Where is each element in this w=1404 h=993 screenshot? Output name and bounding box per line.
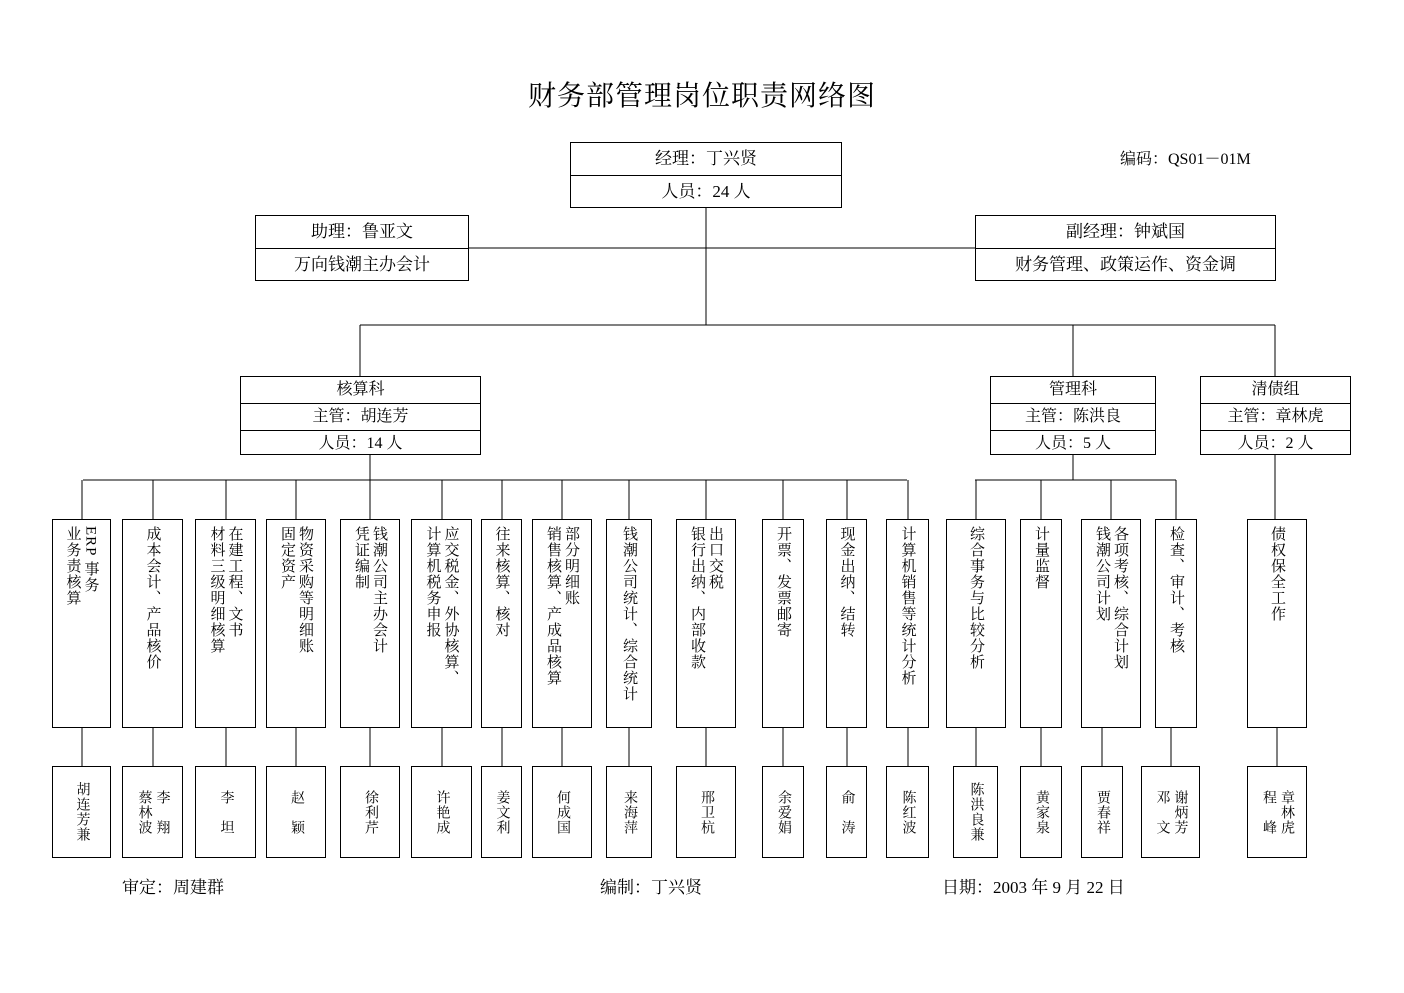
person-name: 许艳成	[434, 789, 450, 835]
person-name: 谢炳芳	[1172, 789, 1188, 835]
document-code: 编码：QS01－01M	[1120, 151, 1251, 168]
person-name: 余爱娟	[776, 789, 791, 835]
duty-box	[826, 519, 867, 728]
person-name: 陈洪良兼	[968, 782, 984, 842]
assistant-duty: 万向钱潮主办会计	[256, 248, 468, 281]
duty-box	[195, 519, 256, 728]
person-name: 何成国	[555, 789, 570, 835]
duty-text: 综合事务与比较分析	[968, 526, 984, 670]
person-box	[1081, 766, 1123, 858]
person-name: 蔡林波	[136, 789, 152, 835]
page-title: 财务部管理岗位职责网络图	[527, 79, 876, 112]
person-name: 赵 颖	[289, 789, 304, 835]
footer-reviewer: 审定：周建群	[122, 878, 224, 897]
deputy-box	[975, 215, 1276, 281]
duty-text: 钱潮公司计划	[1094, 526, 1110, 622]
duty-text: 应交税金、外协核算、	[442, 526, 459, 686]
deputy-duty: 财务管理、政策运作、资金调	[976, 248, 1275, 281]
person-name: 黄家泉	[1034, 789, 1049, 835]
person-box	[411, 766, 472, 858]
duty-text: 物资采购等明细账	[297, 526, 313, 654]
duty-text: 材料三级明细核算	[208, 526, 225, 654]
duty-box	[1020, 519, 1062, 728]
duty-box	[676, 519, 736, 728]
person-name: 来海萍	[622, 789, 637, 835]
person-box	[340, 766, 400, 858]
duty-text: 往来核算、核对	[493, 526, 510, 638]
person-name: 胡连芳兼	[74, 782, 90, 842]
person-box	[606, 766, 652, 858]
duty-text: 部分明细账	[563, 526, 579, 606]
assistant-name: 助理：鲁亚文	[311, 222, 413, 241]
duty-box	[606, 519, 652, 728]
person-name: 程 峰	[1261, 789, 1276, 835]
person-box	[826, 766, 867, 858]
manager-name: 经理：丁兴贤	[655, 149, 757, 168]
person-box	[195, 766, 256, 858]
dept-name: 清债组	[1251, 381, 1300, 398]
person-box	[52, 766, 111, 858]
dept-supervisor: 主管：胡连芳	[241, 403, 480, 430]
duty-text: 开票、发票邮寄	[775, 526, 791, 638]
duty-text: ERP 事务	[82, 526, 99, 593]
dept-staff: 人员：5 人	[991, 430, 1155, 457]
duty-text: 债权保全工作	[1269, 526, 1285, 622]
duty-box	[266, 519, 326, 728]
duty-box	[886, 519, 929, 728]
person-name: 贾春祥	[1095, 789, 1110, 835]
duty-text: 固定资产	[279, 526, 295, 590]
duty-box	[52, 519, 111, 728]
footer-date: 日期：2003 年 9 月 22 日	[942, 878, 1125, 897]
person-box	[886, 766, 929, 858]
duty-text: 出口交税	[707, 526, 723, 590]
person-name: 姜文利	[494, 789, 510, 835]
duty-text: 计算机销售等统计分析	[899, 526, 916, 686]
person-name: 邢卫杭	[699, 789, 714, 835]
person-box	[122, 766, 183, 858]
person-box	[676, 766, 736, 858]
person-name: 徐利芹	[363, 789, 378, 835]
duty-box	[1247, 519, 1307, 728]
duty-text: 成本会计、产品核价	[144, 526, 161, 670]
person-name: 李 翔	[154, 789, 170, 835]
duty-box	[411, 519, 472, 728]
duty-text: 钱潮公司主办会计	[371, 526, 387, 654]
manager-staff: 人员：24 人	[571, 175, 841, 208]
deputy-name: 副经理：钟斌国	[1066, 222, 1185, 241]
person-box	[1020, 766, 1062, 858]
person-name: 俞 涛	[839, 789, 855, 835]
duty-text: 计算机税务申报	[424, 526, 441, 638]
dept-debt-clearing	[1200, 376, 1351, 455]
dept-name: 管理科	[1048, 381, 1097, 398]
person-box	[1141, 766, 1200, 858]
duty-text: 在建工程、文书	[226, 526, 243, 638]
duty-box	[946, 519, 1006, 728]
duty-text: 现金出纳、结转	[838, 526, 855, 638]
duty-text: 检查、审计、考核	[1168, 526, 1184, 654]
person-box	[532, 766, 592, 858]
duty-box	[1155, 519, 1197, 728]
duty-text: 业务责核算	[64, 526, 81, 606]
dept-accounting	[240, 376, 481, 455]
person-box	[481, 766, 522, 858]
person-box	[762, 766, 804, 858]
dept-staff: 人员：2 人	[1201, 430, 1350, 457]
dept-staff: 人员：14 人	[241, 430, 480, 457]
duty-text: 销售核算、产成品核算	[545, 526, 561, 686]
duty-text: 银行出纳、内部收款	[689, 526, 705, 670]
duty-box	[340, 519, 400, 728]
footer-preparer: 编制：丁兴贤	[600, 878, 702, 897]
person-name: 邓 文	[1154, 789, 1170, 835]
duty-box	[481, 519, 522, 728]
person-box	[953, 766, 998, 858]
duty-box	[532, 519, 592, 728]
duty-box	[122, 519, 183, 728]
manager-box	[570, 142, 842, 208]
person-box	[1247, 766, 1307, 858]
duty-text: 计量监督	[1033, 526, 1049, 590]
duty-text: 各项考核、综合计划	[1112, 526, 1128, 670]
dept-supervisor: 主管：章林虎	[1201, 403, 1350, 430]
duty-text: 凭证编制	[353, 526, 369, 590]
duty-box	[762, 519, 804, 728]
duty-text: 钱潮公司统计、综合统计	[621, 526, 637, 702]
assistant-box	[255, 215, 469, 281]
person-name: 章林虎	[1279, 789, 1294, 835]
person-box	[266, 766, 326, 858]
dept-name: 核算科	[336, 381, 385, 398]
person-name: 李 坦	[218, 789, 234, 835]
dept-management	[990, 376, 1156, 455]
dept-supervisor: 主管：陈洪良	[991, 403, 1155, 430]
duty-box	[1081, 519, 1141, 728]
person-name: 陈红波	[900, 789, 916, 835]
